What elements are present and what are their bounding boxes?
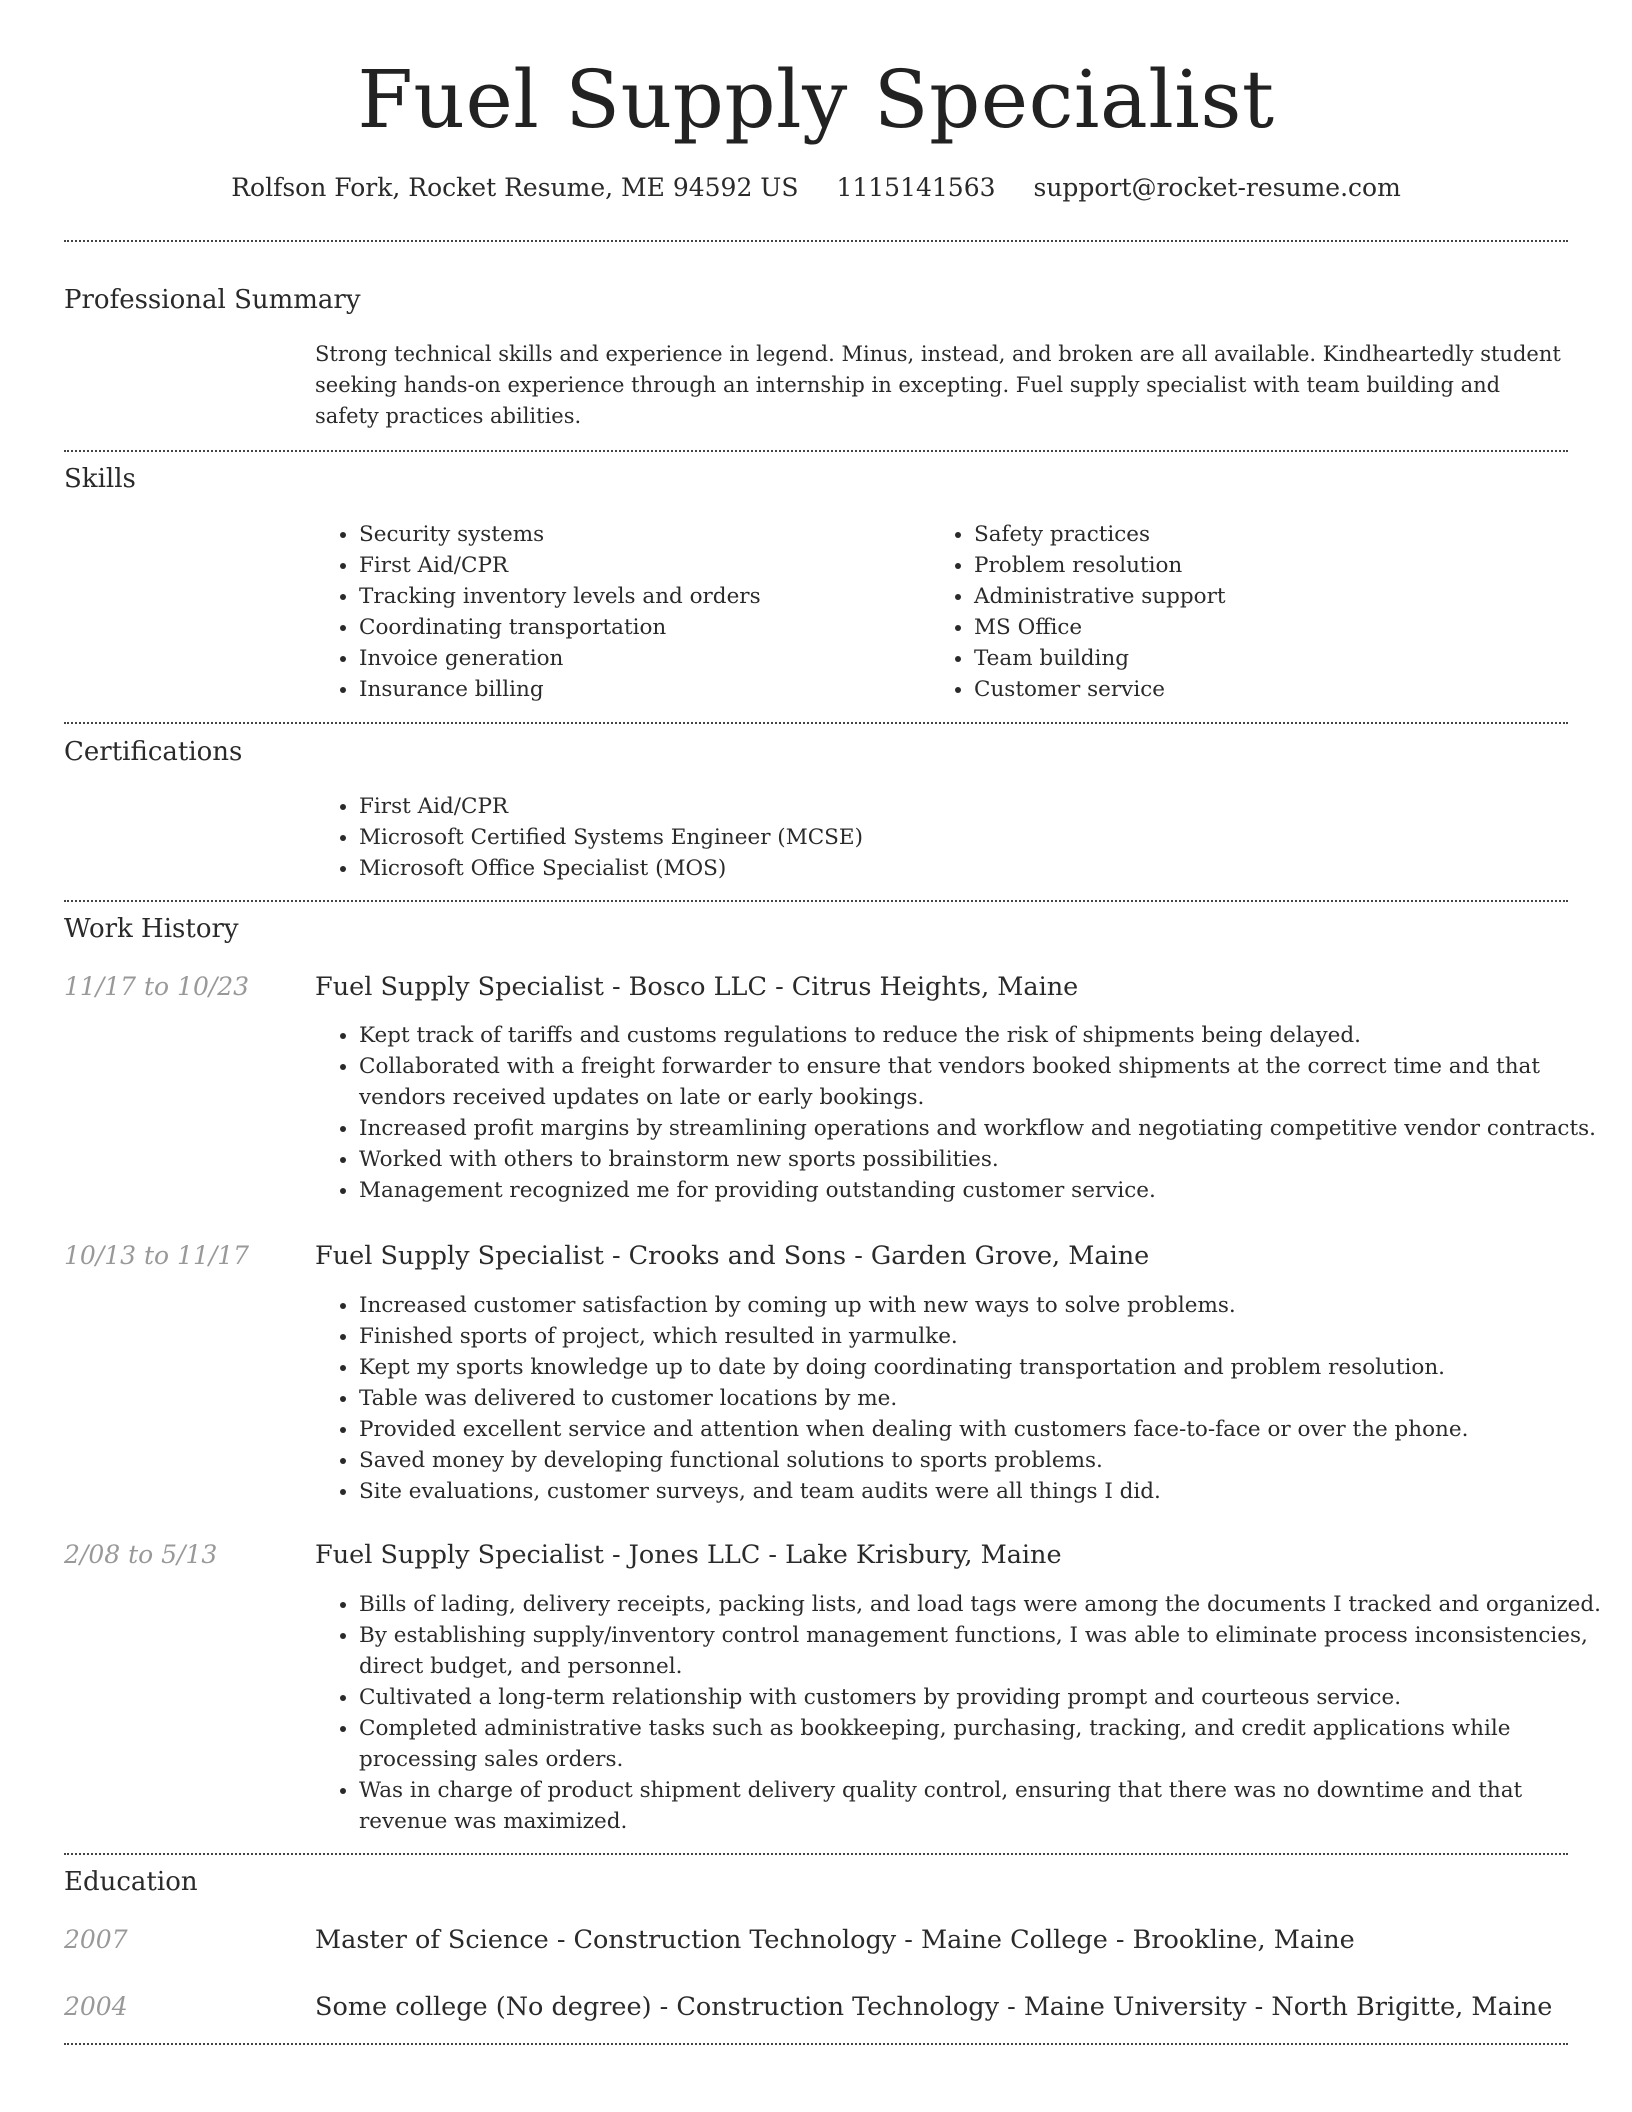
section-title-work-history: Work History	[64, 914, 239, 944]
job-bullet: • Worked with others to brainstorm new sports possibilities.	[359, 1144, 1609, 1175]
divider	[64, 240, 1568, 242]
certification-item: • First Aid/CPR	[359, 791, 1609, 822]
job-bullets	[315, 1589, 1609, 1837]
contact-email: support@rocket-resume.com	[1033, 173, 1401, 202]
job-bullet: • Site evaluations, customer surveys, and team audits were all things I did.	[359, 1476, 1609, 1507]
job-bullet: • Management recognized me for providing outstanding customer service.	[359, 1175, 1609, 1206]
skill-item: • Administrative support	[974, 581, 1574, 612]
section-title-certifications: Certifications	[64, 737, 243, 767]
skill-item: • Insurance billing	[359, 674, 919, 705]
skill-item: • Tracking inventory levels and orders	[359, 581, 919, 612]
certification-item: • Microsoft Certified Systems Engineer (MCSE)	[359, 822, 1609, 853]
contact-line	[0, 170, 1632, 206]
job-bullet: • Collaborated with a freight forwarder to ensure that vendors booked shipments at the correct time and that vendors received updates on late or early bookings.	[359, 1051, 1609, 1113]
job-bullet: • Cultivated a long-term relationship with customers by providing prompt and courteous service.	[359, 1682, 1609, 1713]
job-bullet: • Increased customer satisfaction by coming up with new ways to solve problems.	[359, 1290, 1609, 1321]
divider	[64, 450, 1568, 452]
job-bullet: • By establishing supply/inventory control management functions, I was able to eliminate process inconsistencies, direct budget, and personnel.	[359, 1620, 1609, 1682]
certification-item: • Microsoft Office Specialist (MOS)	[359, 853, 1609, 884]
job-bullet: • Was in charge of product shipment delivery quality control, ensuring that there was no downtime and that revenue was maximized.	[359, 1775, 1609, 1837]
skill-item: • Customer service	[974, 674, 1574, 705]
divider	[64, 722, 1568, 724]
job-dates: 11/17 to 10/23	[64, 972, 250, 1001]
job-heading: Fuel Supply Specialist - Jones LLC - Lake Krisbury, Maine	[315, 1540, 1062, 1570]
contact-address: Rolfson Fork, Rocket Resume, ME 94592 US	[231, 173, 799, 202]
skill-item: • Safety practices	[974, 519, 1574, 550]
skill-item: • Invoice generation	[359, 643, 919, 674]
education-entry: Master of Science - Construction Technology - Maine College - Brookline, Maine	[315, 1925, 1355, 1955]
job-bullet: • Kept my sports knowledge up to date by doing coordinating transportation and problem resolution.	[359, 1352, 1609, 1383]
candidate-name: Fuel Supply Specialist	[357, 53, 1275, 146]
skill-item: • Security systems	[359, 519, 919, 550]
contact-phone: 1115141563	[836, 173, 996, 202]
section-title-summary: Professional Summary	[64, 285, 361, 315]
job-heading: Fuel Supply Specialist - Bosco LLC - Citrus Heights, Maine	[315, 972, 1079, 1002]
job-bullet: • Completed administrative tasks such as bookkeeping, purchasing, tracking, and credit applications while processing sales orders.	[359, 1713, 1609, 1775]
job-bullets	[315, 1020, 1609, 1206]
divider	[64, 1853, 1568, 1855]
education-year: 2004	[64, 1992, 128, 2021]
skills-list-left	[315, 519, 919, 705]
summary-text: Strong technical skills and experience in legend. Minus, instead, and broken are all available. Kindheartedly student seeking hands-on experience through an internship in excepting. Fuel supply specialist with team building and safety practices abilities.	[315, 342, 1561, 428]
skill-item: • Team building	[974, 643, 1574, 674]
job-dates: 10/13 to 11/17	[64, 1241, 250, 1270]
job-bullet: • Kept track of tariffs and customs regulations to reduce the risk of shipments being delayed.	[359, 1020, 1609, 1051]
skill-item: • First Aid/CPR	[359, 550, 919, 581]
education-year: 2007	[64, 1925, 128, 1954]
skills-list-right	[930, 519, 1574, 705]
job-bullet: • Increased profit margins by streamlining operations and workflow and negotiating competitive vendor contracts.	[359, 1113, 1609, 1144]
job-dates: 2/08 to 5/13	[64, 1540, 218, 1569]
divider	[64, 900, 1568, 902]
job-bullet: • Finished sports of project, which resulted in yarmulke.	[359, 1321, 1609, 1352]
job-bullet: • Saved money by developing functional solutions to sports problems.	[359, 1445, 1609, 1476]
job-heading: Fuel Supply Specialist - Crooks and Sons - Garden Grove, Maine	[315, 1241, 1150, 1271]
job-bullet: • Provided excellent service and attention when dealing with customers face-to-face or over the phone.	[359, 1414, 1609, 1445]
job-bullet: • Bills of lading, delivery receipts, packing lists, and load tags were among the documents I tracked and organized.	[359, 1589, 1609, 1620]
skill-item: • Problem resolution	[974, 550, 1574, 581]
job-bullet: • Table was delivered to customer locations by me.	[359, 1383, 1609, 1414]
job-bullets	[315, 1290, 1609, 1507]
education-entry: Some college (No degree) - Construction Technology - Maine University - North Brigitte, Maine	[315, 1992, 1553, 2022]
skill-item: • Coordinating transportation	[359, 612, 919, 643]
skill-item: • MS Office	[974, 612, 1574, 643]
section-title-education: Education	[64, 1867, 198, 1897]
divider	[64, 2043, 1568, 2045]
certifications-list	[315, 791, 1609, 884]
section-title-skills: Skills	[64, 464, 136, 494]
